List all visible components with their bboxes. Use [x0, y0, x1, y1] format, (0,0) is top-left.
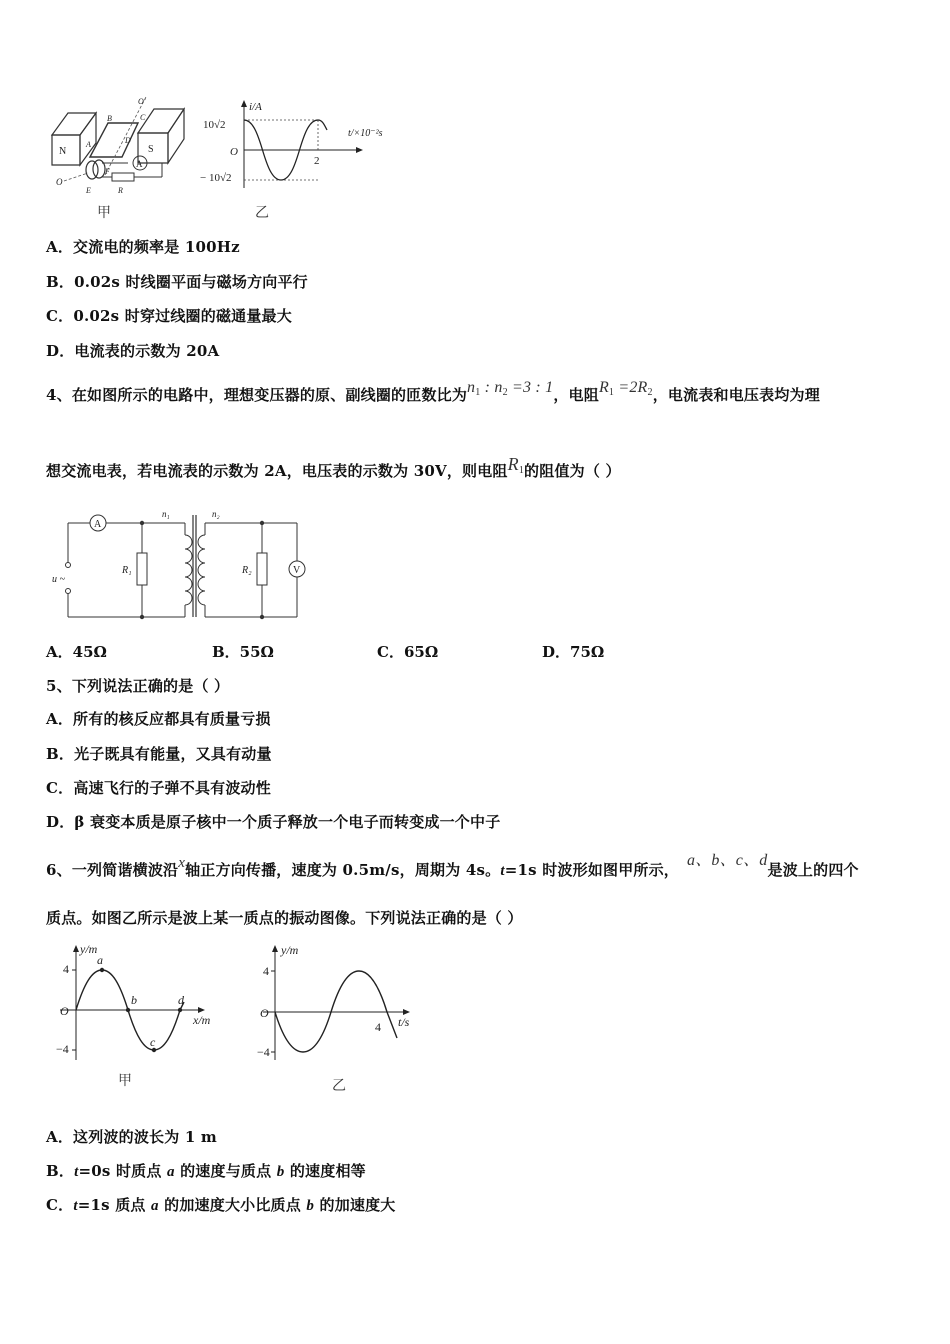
label-e: E [86, 186, 91, 195]
vibration-x-axis-label: t/s [398, 1015, 410, 1029]
circuit-r1-label: R₁ [122, 565, 132, 576]
q6-option-a: A．这列波的波长为 1 m [46, 1128, 217, 1146]
q6-caption-right: 乙 [332, 1078, 346, 1094]
current-x-axis-label: t/×10⁻²s [348, 128, 383, 139]
q5-option-d: D．β 衰变本质是原子核中一个质子释放一个电子而转变成一个中子 [46, 813, 501, 831]
q5-option-a: A．所有的核反应都具有质量亏损 [46, 710, 271, 728]
q5-option-b: B．光子既具有能量，又具有动量 [46, 745, 272, 763]
q6-stem-d: 是波上的四个 [767, 861, 859, 879]
label-s: S [148, 144, 154, 155]
q4-stem2-post: 的阻值为（ ） [524, 462, 621, 480]
q4-stem-pre: 4、在如图所示的电路中，理想变压器的原、副线圈的匝数比为 [46, 386, 468, 404]
q6-t-symbol: t [500, 863, 505, 879]
q6-caption-left: 甲 [118, 1073, 132, 1089]
q4-r1: $R_1$ [507, 454, 525, 476]
circuit-n2-label: n₂ [212, 509, 220, 519]
wave-y-neg-label: −4 [56, 1042, 69, 1056]
q3-caption-left: 甲 [97, 205, 111, 221]
label-a: A [86, 140, 91, 149]
circuit-n1-label: n₁ [162, 509, 170, 519]
q3-option-d: D．电流表的示数为 20A [46, 342, 220, 360]
generator-figure [50, 95, 200, 195]
circuit-u-label: u ~ [52, 574, 65, 585]
label-o: O [56, 177, 63, 187]
label-b: B [107, 114, 112, 123]
ammeter-label: A [136, 159, 143, 169]
q6-stem-line1 [46, 852, 859, 880]
q4-stem-line1 [46, 379, 820, 406]
wave-graph [50, 940, 225, 1065]
point-d-label: d [178, 993, 184, 1007]
q5-stem: 5、下列说法正确的是（ ） [46, 677, 230, 695]
label-d: D [125, 136, 131, 145]
q6-stem-line2: 质点。如图乙所示是波上某一质点的振动图像。下列说法正确的是（ ） [46, 909, 523, 927]
q4-stem-mid: ，电阻 [553, 386, 599, 404]
q3-option-c: C．0.02s 时穿过线圈的磁通量最大 [46, 307, 292, 325]
vibration-y-axis-label: y/m [281, 943, 299, 957]
q6-abcd: a、b、c、d [687, 852, 768, 869]
q6-stem-b: 轴正方向传播，速度为 0.5m/s，周期为 4s。 [185, 861, 501, 879]
q4-stem-post: ，电流表和电压表均为理 [652, 386, 820, 404]
current-y-axis-label: i/A [249, 101, 262, 113]
label-c: C [140, 113, 146, 122]
point-b-label: b [131, 993, 137, 1007]
q4-res-eq: $R_1 =2R_2$ [598, 379, 653, 398]
q6-option-c: C．t=1s 质点 a 的加速度大小比质点 b 的加速度大 [46, 1196, 396, 1214]
q5-option-c: C．高速飞行的子弹不具有波动性 [46, 779, 271, 797]
vibration-tick-label: 4 [375, 1020, 381, 1034]
label-r: R [118, 186, 123, 195]
q4-stem2-pre: 想交流电表，若电流表的示数为 2A，电压表的示数为 30V，则电阻 [46, 462, 508, 480]
q3-option-b: B．0.02s 时线圈平面与磁场方向平行 [46, 273, 308, 291]
current-zero-label: O [230, 146, 238, 158]
vibration-origin-label: O [260, 1006, 269, 1020]
q4-option-c: C．65Ω [377, 643, 439, 661]
current-neg-label: − 10√2 [200, 172, 232, 184]
point-a-label: a [97, 953, 103, 967]
point-c-label: c [150, 1035, 156, 1049]
current-graph [200, 98, 400, 193]
q3-option-a: A．交流电的频率是 100Hz [46, 238, 240, 256]
circuit-voltmeter-label: V [293, 565, 301, 576]
current-pos-label: 10√2 [203, 119, 226, 131]
q4-ratio: $n_1$ : $n_2 =3$ : 1 [467, 379, 554, 398]
wave-y-pos-label: 4 [63, 962, 69, 976]
label-op: O′ [138, 97, 146, 106]
vibration-y-pos-label: 4 [263, 964, 269, 978]
label-f: F [105, 167, 110, 176]
current-tick-label: 2 [314, 155, 320, 167]
q4-option-a: A．45Ω [46, 643, 107, 661]
wave-y-axis-label: y/m [80, 942, 98, 956]
q6-x-symbol: x [178, 855, 186, 871]
circuit-r2-label: R₂ [242, 565, 252, 576]
q6-stem-c: =1s 时波形如图甲所示， [504, 861, 679, 879]
circuit-ammeter-label: A [94, 519, 102, 530]
wave-origin-label: O [60, 1004, 69, 1018]
q4-stem-line2 [46, 454, 621, 482]
q6-option-b: B．t=0s 时质点 a 的速度与质点 b 的速度相等 [46, 1162, 366, 1180]
label-n: N [59, 146, 67, 157]
vibration-y-neg-label: −4 [257, 1045, 270, 1059]
q4-option-b: B．55Ω [212, 643, 274, 661]
wave-x-axis-label: x/m [193, 1013, 211, 1027]
q4-option-d: D．75Ω [542, 643, 605, 661]
vibration-graph [255, 940, 430, 1065]
q3-caption-right: 乙 [255, 205, 269, 221]
transformer-circuit [50, 505, 320, 625]
q6-stem-a: 6、一列简谐横波沿 [46, 861, 179, 879]
